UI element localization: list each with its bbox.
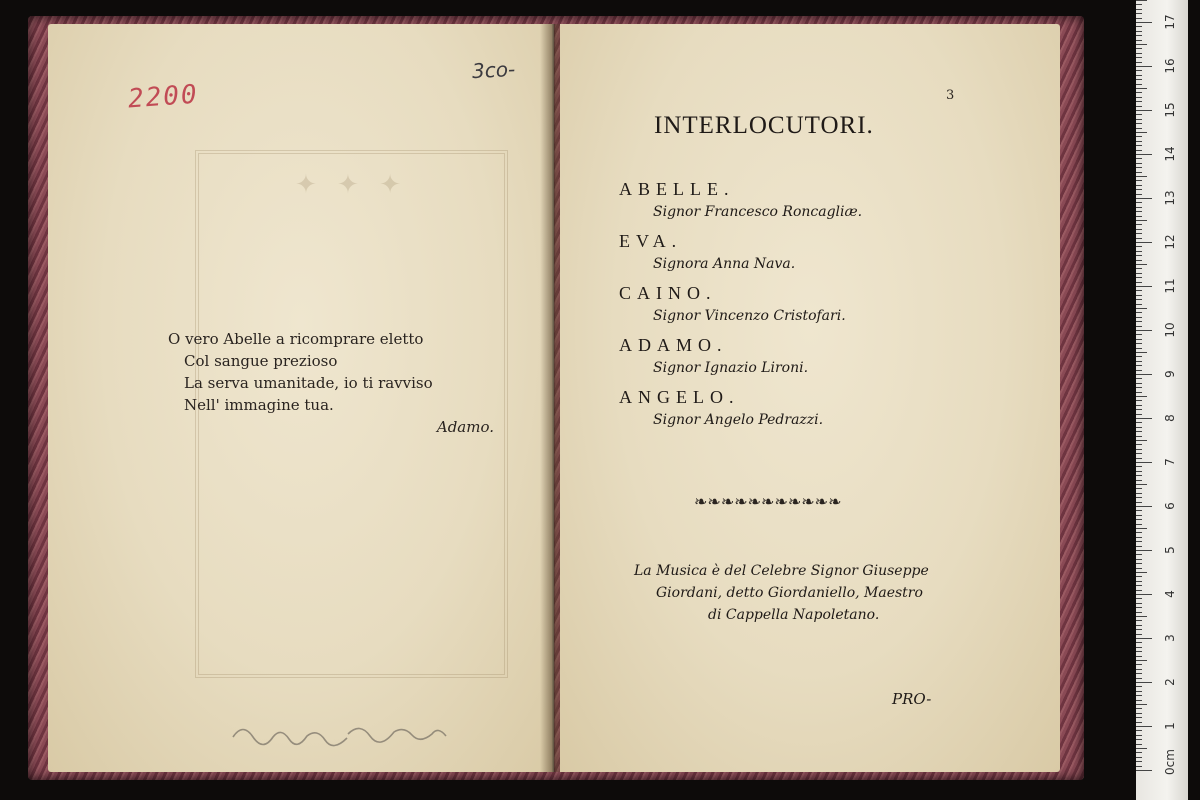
ruler-tick xyxy=(1136,163,1142,164)
ruler-tick xyxy=(1136,607,1142,608)
ruler-number: 15 xyxy=(1163,102,1177,118)
ruler-tick xyxy=(1136,422,1142,423)
ruler-tick xyxy=(1136,726,1152,727)
ruler-number: 4 xyxy=(1163,590,1177,598)
ruler-tick xyxy=(1136,642,1142,643)
ruler-tick xyxy=(1136,246,1142,247)
role-name: EVA. xyxy=(619,231,683,251)
ruler-tick xyxy=(1136,136,1142,137)
ruler-tick xyxy=(1136,695,1142,696)
ruler-number: 11 xyxy=(1163,278,1177,294)
ruler-tick xyxy=(1136,40,1142,41)
ruler-tick xyxy=(1136,400,1142,401)
ruler-tick xyxy=(1136,48,1142,49)
verse-line: Col sangue prezioso xyxy=(184,352,338,370)
ruler-tick xyxy=(1136,128,1142,129)
ruler-number: 13 xyxy=(1163,190,1177,206)
ruler-tick xyxy=(1136,356,1142,357)
ruler-tick xyxy=(1136,348,1142,349)
ruler-tick xyxy=(1136,321,1142,322)
ruler-tick xyxy=(1136,409,1142,410)
ruler-tick xyxy=(1136,647,1142,648)
ruler-tick xyxy=(1136,638,1152,639)
ruler-tick xyxy=(1136,572,1147,573)
ruler-tick xyxy=(1136,66,1152,67)
ruler-tick xyxy=(1136,242,1152,243)
ruler-tick xyxy=(1136,612,1142,613)
ruler-number: 3 xyxy=(1163,634,1177,642)
ruler-tick xyxy=(1136,0,1147,1)
ruler-tick xyxy=(1136,700,1142,701)
ruler-tick xyxy=(1136,84,1142,85)
ruler-tick xyxy=(1136,488,1142,489)
ruler-tick xyxy=(1136,79,1142,80)
ruler-tick xyxy=(1136,510,1142,511)
ruler-tick xyxy=(1136,229,1142,230)
ruler-tick xyxy=(1136,277,1142,278)
ruler-tick xyxy=(1136,739,1142,740)
ruler-tick xyxy=(1136,97,1142,98)
ruler-number: 9 xyxy=(1163,370,1177,378)
ruler-tick xyxy=(1136,189,1142,190)
ruler-tick xyxy=(1136,339,1142,340)
ruler-tick xyxy=(1136,317,1142,318)
ruler-tick xyxy=(1136,541,1142,542)
ruler-tick xyxy=(1136,172,1142,173)
ruler-tick xyxy=(1136,9,1142,10)
ruler-tick xyxy=(1136,480,1142,481)
role-name: ANGELO. xyxy=(619,387,740,407)
ruler-tick xyxy=(1136,466,1142,467)
ruler-tick xyxy=(1136,414,1142,415)
ink-annotation: 3co- xyxy=(471,56,516,84)
ruler-number: 2 xyxy=(1163,678,1177,686)
ruler-tick xyxy=(1136,532,1142,533)
ruler-tick xyxy=(1136,436,1142,437)
cast-list xyxy=(619,178,949,438)
ruler-number: 6 xyxy=(1163,502,1177,510)
ruler-tick xyxy=(1136,686,1142,687)
ruler-tick xyxy=(1136,88,1147,89)
ruler-tick xyxy=(1136,53,1142,54)
ruler-tick xyxy=(1136,31,1142,32)
ruler-tick xyxy=(1136,744,1142,745)
ruler-number: 8 xyxy=(1163,414,1177,422)
verse-line: Nell' immagine tua. xyxy=(184,396,334,414)
ruler-tick xyxy=(1136,70,1142,71)
music-credit-line: di Cappella Napoletano. xyxy=(708,607,880,623)
ruler-tick xyxy=(1136,708,1142,709)
ruler-tick xyxy=(1136,286,1152,287)
ruler-tick xyxy=(1136,106,1142,107)
ruler-tick xyxy=(1136,664,1142,665)
ruler-tick xyxy=(1136,158,1142,159)
ruler-tick xyxy=(1136,554,1142,555)
ruler-tick xyxy=(1136,497,1142,498)
role-singer: Signora Anna Nava. xyxy=(653,256,796,272)
ruler-tick xyxy=(1136,629,1142,630)
ruler-tick xyxy=(1136,290,1142,291)
ruler-tick xyxy=(1136,594,1152,595)
ruler-tick xyxy=(1136,326,1142,327)
ruler-tick xyxy=(1136,119,1142,120)
ruler-tick xyxy=(1136,598,1142,599)
ruler-tick xyxy=(1136,475,1142,476)
ruler-tick xyxy=(1136,748,1147,749)
ruler-tick xyxy=(1136,405,1142,406)
ruler-tick xyxy=(1136,268,1142,269)
ruler-tick xyxy=(1136,546,1142,547)
ruler-tick xyxy=(1136,176,1147,177)
ruler-tick xyxy=(1136,678,1142,679)
ruler-tick xyxy=(1136,4,1142,5)
catchword: PRO- xyxy=(892,690,932,708)
ruler-tick xyxy=(1136,295,1142,296)
ruler-number: 17 xyxy=(1163,14,1177,30)
ruler-tick xyxy=(1136,264,1147,265)
music-credit-line: Giordani, detto Giordaniello, Maestro xyxy=(656,585,923,601)
ruler-tick xyxy=(1136,216,1142,217)
ruler-tick xyxy=(1136,462,1152,463)
ruler-tick xyxy=(1136,682,1152,683)
ruler-tick xyxy=(1136,761,1142,762)
ruler-tick xyxy=(1136,431,1142,432)
ruler-tick xyxy=(1136,444,1142,445)
ruler-tick xyxy=(1136,282,1142,283)
ruler-tick xyxy=(1136,365,1142,366)
ruler-unit-label: 0cm xyxy=(1163,749,1177,775)
ruler-tick xyxy=(1136,752,1142,753)
ruler-tick xyxy=(1136,396,1147,397)
ruler-tick xyxy=(1136,18,1142,19)
ruler-tick xyxy=(1136,616,1147,617)
ruler-tick xyxy=(1136,440,1147,441)
ruler-tick xyxy=(1136,722,1142,723)
ruler-tick xyxy=(1136,576,1142,577)
ruler-tick xyxy=(1136,392,1142,393)
ruler-tick xyxy=(1136,224,1142,225)
ruler-tick xyxy=(1136,691,1142,692)
ruler-tick xyxy=(1136,141,1142,142)
show-through-text: ✦ ✦ ✦ xyxy=(289,170,401,200)
ruler-tick xyxy=(1136,101,1142,102)
ruler-tick xyxy=(1136,75,1142,76)
ruler-tick xyxy=(1136,352,1147,353)
ruler-tick xyxy=(1136,145,1142,146)
ruler-tick xyxy=(1136,334,1142,335)
ruler-tick xyxy=(1136,92,1142,93)
ruler-tick xyxy=(1136,493,1142,494)
ruler-tick xyxy=(1136,273,1142,274)
ruler-tick xyxy=(1136,114,1142,115)
ruler-number: 14 xyxy=(1163,146,1177,162)
ruler-tick xyxy=(1136,233,1142,234)
ruler-tick xyxy=(1136,44,1147,45)
ruler-tick xyxy=(1136,13,1142,14)
ruler-tick xyxy=(1136,378,1142,379)
ruler-tick xyxy=(1136,202,1142,203)
ruler-tick xyxy=(1136,528,1147,529)
ruler-tick xyxy=(1136,484,1147,485)
ruler-tick xyxy=(1136,757,1142,758)
ruler-tick xyxy=(1136,581,1142,582)
ruler-tick xyxy=(1136,651,1142,652)
ruler-tick xyxy=(1136,502,1142,503)
ruler-tick xyxy=(1136,506,1152,507)
ruler-tick xyxy=(1136,62,1142,63)
ruler-tick xyxy=(1136,374,1152,375)
epigraph-verse xyxy=(168,328,508,438)
ruler-tick xyxy=(1136,515,1142,516)
ruler-tick xyxy=(1136,524,1142,525)
role-singer: Signor Ignazio Lironi. xyxy=(653,360,809,376)
ruler-tick xyxy=(1136,304,1142,305)
ruler-tick xyxy=(1136,387,1142,388)
ruler-tick xyxy=(1136,634,1142,635)
ruler-tick xyxy=(1136,251,1142,252)
ruler-tick xyxy=(1136,418,1152,419)
ruler-tick xyxy=(1136,154,1152,155)
role-singer: Signor Francesco Roncagliæ. xyxy=(653,204,863,220)
role-singer: Signor Angelo Pedrazzi. xyxy=(653,412,824,428)
ruler-tick xyxy=(1136,132,1147,133)
ruler-tick xyxy=(1136,770,1152,771)
role-name: ABELLE. xyxy=(619,179,735,199)
music-credit xyxy=(634,560,964,626)
ruler-tick xyxy=(1136,260,1142,261)
ruler-number: 10 xyxy=(1163,322,1177,338)
ruler-tick xyxy=(1136,198,1152,199)
ruler-number: 7 xyxy=(1163,458,1177,466)
ruler-tick xyxy=(1136,427,1142,428)
ruler-tick xyxy=(1136,180,1142,181)
ruler-tick xyxy=(1136,519,1142,520)
ruler-tick xyxy=(1136,673,1142,674)
ruler-tick xyxy=(1136,26,1142,27)
ruler-tick xyxy=(1136,590,1142,591)
ruler-tick xyxy=(1136,713,1142,714)
ruler-number: 16 xyxy=(1163,58,1177,74)
ruler-tick xyxy=(1136,299,1142,300)
ruler-tick xyxy=(1136,167,1142,168)
verse-speaker: Adamo. xyxy=(436,418,494,436)
ruler-tick xyxy=(1136,220,1147,221)
role-name: CAINO. xyxy=(619,283,717,303)
ruler-tick xyxy=(1136,766,1142,767)
ruler-number: 12 xyxy=(1163,234,1177,250)
ruler-tick xyxy=(1136,453,1142,454)
ruler-tick xyxy=(1136,330,1152,331)
ruler-tick xyxy=(1136,22,1152,23)
ruler-tick xyxy=(1136,361,1142,362)
ruler-tick xyxy=(1136,211,1142,212)
ruler-tick xyxy=(1136,660,1147,661)
ruler-tick xyxy=(1136,185,1142,186)
ruler-tick xyxy=(1136,312,1142,313)
ruler-tick xyxy=(1136,308,1147,309)
ruler-tick xyxy=(1136,123,1142,124)
ruler-tick xyxy=(1136,238,1142,239)
ruler-tick xyxy=(1136,550,1152,551)
ruler-tick xyxy=(1136,57,1142,58)
ruler-tick xyxy=(1136,625,1142,626)
ruler-number: 1 xyxy=(1163,722,1177,730)
ruler-tick xyxy=(1136,343,1142,344)
ruler-tick xyxy=(1136,568,1142,569)
shelfmark: 2200 xyxy=(127,79,200,115)
ruler-tick xyxy=(1136,207,1142,208)
ruler-tick xyxy=(1136,585,1142,586)
page-heading: INTERLOCUTORI. xyxy=(654,112,874,139)
measuring-ruler xyxy=(1136,0,1188,800)
ruler-tick xyxy=(1136,537,1142,538)
ruler-tick xyxy=(1136,603,1142,604)
ruler-tick xyxy=(1136,449,1142,450)
ruler-tick xyxy=(1136,669,1142,670)
ruler-tick xyxy=(1136,656,1142,657)
ruler-tick xyxy=(1136,559,1142,560)
ruler-tick xyxy=(1136,255,1142,256)
ruler-tick xyxy=(1136,717,1142,718)
verse-line: La serva umanitade, io ti ravviso xyxy=(184,374,433,392)
role-singer: Signor Vincenzo Cristofari. xyxy=(653,308,846,324)
ruler-tick xyxy=(1136,563,1142,564)
ruler-tick xyxy=(1136,194,1142,195)
ruler-tick xyxy=(1136,35,1142,36)
ruler-tick xyxy=(1136,150,1142,151)
ruler-number: 5 xyxy=(1163,546,1177,554)
ruler-tick xyxy=(1136,730,1142,731)
ruler-tick xyxy=(1136,110,1152,111)
verse-line: O vero Abelle a ricomprare eletto xyxy=(168,330,424,348)
role-name: ADAMO. xyxy=(619,335,728,355)
ruler-tick xyxy=(1136,458,1142,459)
page-number: 3 xyxy=(946,88,955,103)
ruler-tick xyxy=(1136,370,1142,371)
ruler-tick xyxy=(1136,620,1142,621)
ruler-tick xyxy=(1136,471,1142,472)
music-credit-line: La Musica è del Celebre Signor Giuseppe xyxy=(634,563,929,579)
handwritten-signature xyxy=(228,712,528,752)
ruler-tick xyxy=(1136,704,1147,705)
ornament-divider: ❧❧❧❧❧❧❧❧❧❧❧ xyxy=(694,492,842,511)
ruler-tick xyxy=(1136,383,1142,384)
ruler-tick xyxy=(1136,735,1142,736)
